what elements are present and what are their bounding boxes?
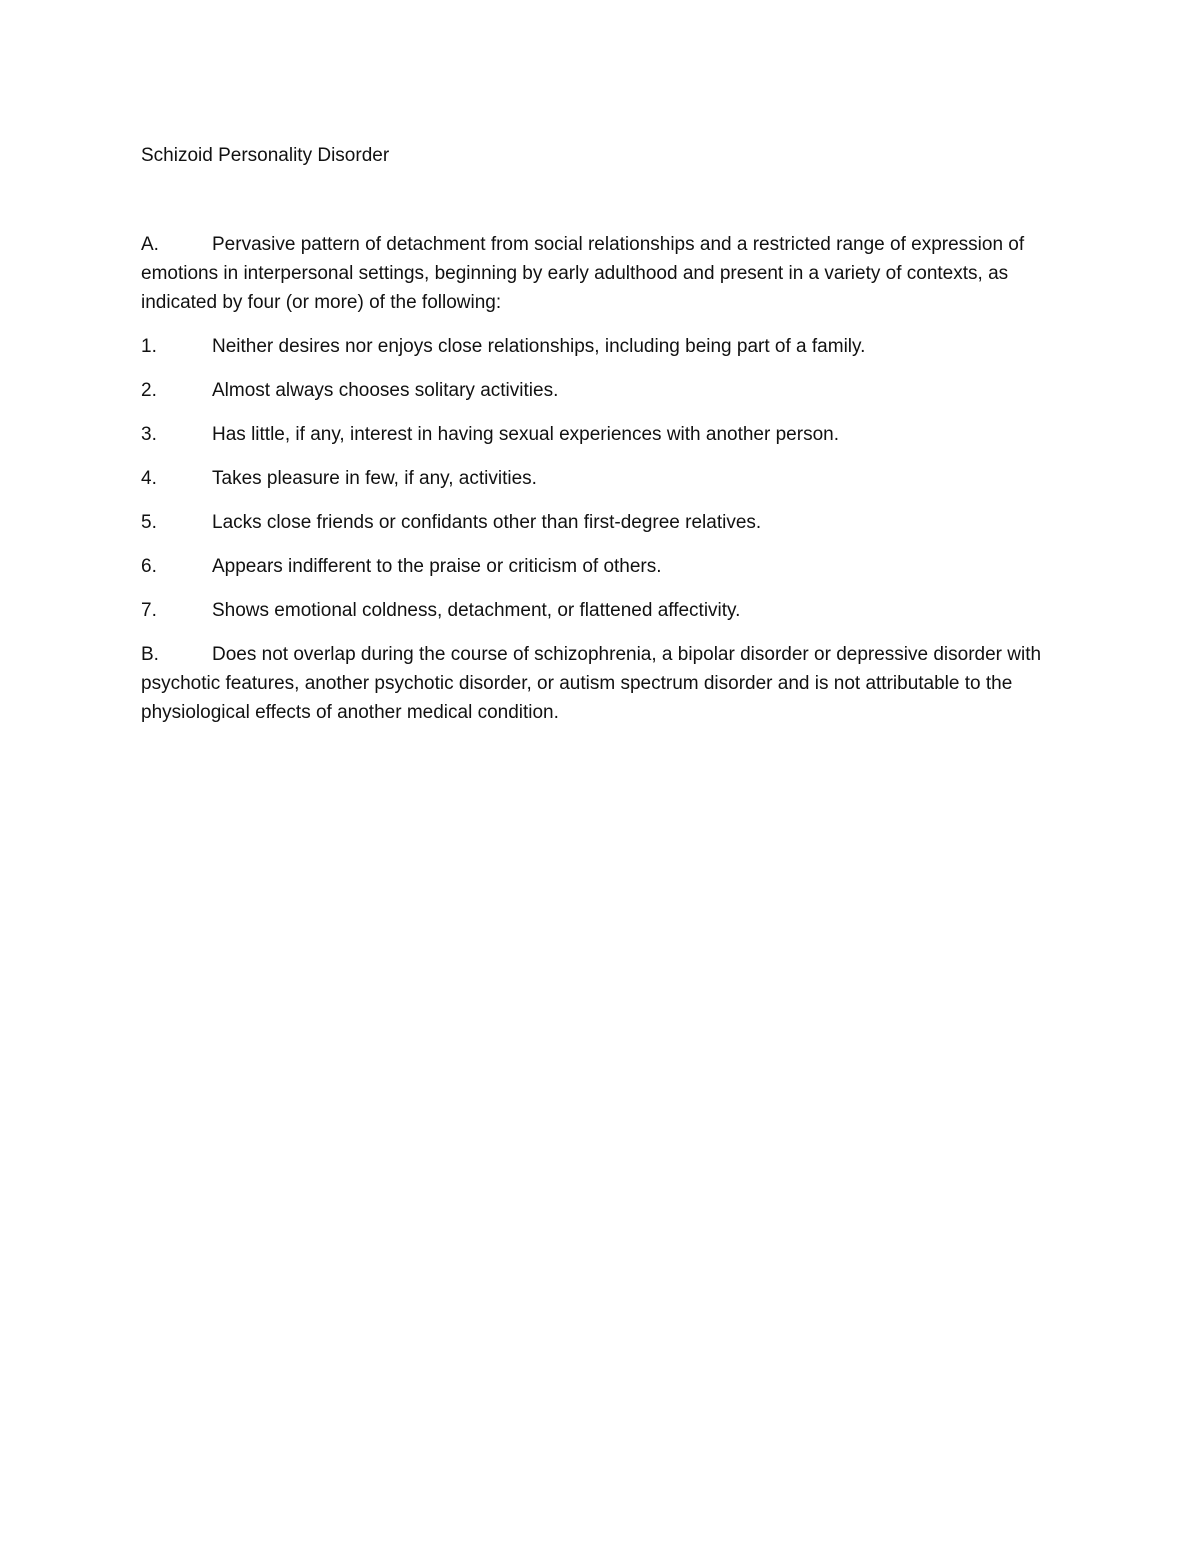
criterion-a-marker: A. bbox=[141, 234, 159, 255]
list-item-marker: 1. bbox=[141, 336, 157, 357]
list-item bbox=[141, 596, 1066, 625]
criterion-a bbox=[141, 230, 1066, 317]
list-item bbox=[141, 332, 1066, 361]
criterion-a-text: Pervasive pattern of detachment from social relationships and a restricted range of expression of emotions in interpersonal settings, beginning by early adulthood and present in a variety of contexts, as indicated by four (or more) of the following: bbox=[141, 234, 1025, 313]
list-item-text: Shows emotional coldness, detachment, or flattened affectivity. bbox=[212, 600, 741, 621]
list-item-marker: 7. bbox=[141, 600, 157, 621]
criteria-list bbox=[141, 332, 1066, 625]
list-item-text: Has little, if any, interest in having sexual experiences with another person. bbox=[212, 424, 839, 445]
list-item bbox=[141, 376, 1066, 405]
list-item-text: Lacks close friends or confidants other than first-degree relatives. bbox=[212, 512, 762, 533]
list-item-marker: 3. bbox=[141, 424, 157, 445]
document-body bbox=[141, 230, 1066, 727]
list-item-text: Appears indifferent to the praise or criticism of others. bbox=[212, 556, 662, 577]
page-title: Schizoid Personality Disorder bbox=[141, 145, 390, 166]
list-item bbox=[141, 464, 1066, 493]
criterion-b-text: Does not overlap during the course of schizophrenia, a bipolar disorder or depressive disorder with psychotic features, another psychotic disorder, or autism spectrum disorder and is not attributable to the physiological effects of another medical condition. bbox=[141, 644, 1042, 723]
criterion-b bbox=[141, 640, 1066, 727]
list-item bbox=[141, 552, 1066, 581]
criterion-b-marker: B. bbox=[141, 644, 159, 665]
list-item-text: Neither desires nor enjoys close relationships, including being part of a family. bbox=[212, 336, 866, 357]
list-item-text: Almost always chooses solitary activities. bbox=[212, 380, 559, 401]
list-item bbox=[141, 420, 1066, 449]
list-item-text: Takes pleasure in few, if any, activities. bbox=[212, 468, 537, 489]
list-item-marker: 6. bbox=[141, 556, 157, 577]
list-item-marker: 4. bbox=[141, 468, 157, 489]
list-item-marker: 5. bbox=[141, 512, 157, 533]
list-item-marker: 2. bbox=[141, 380, 157, 401]
list-item bbox=[141, 508, 1066, 537]
